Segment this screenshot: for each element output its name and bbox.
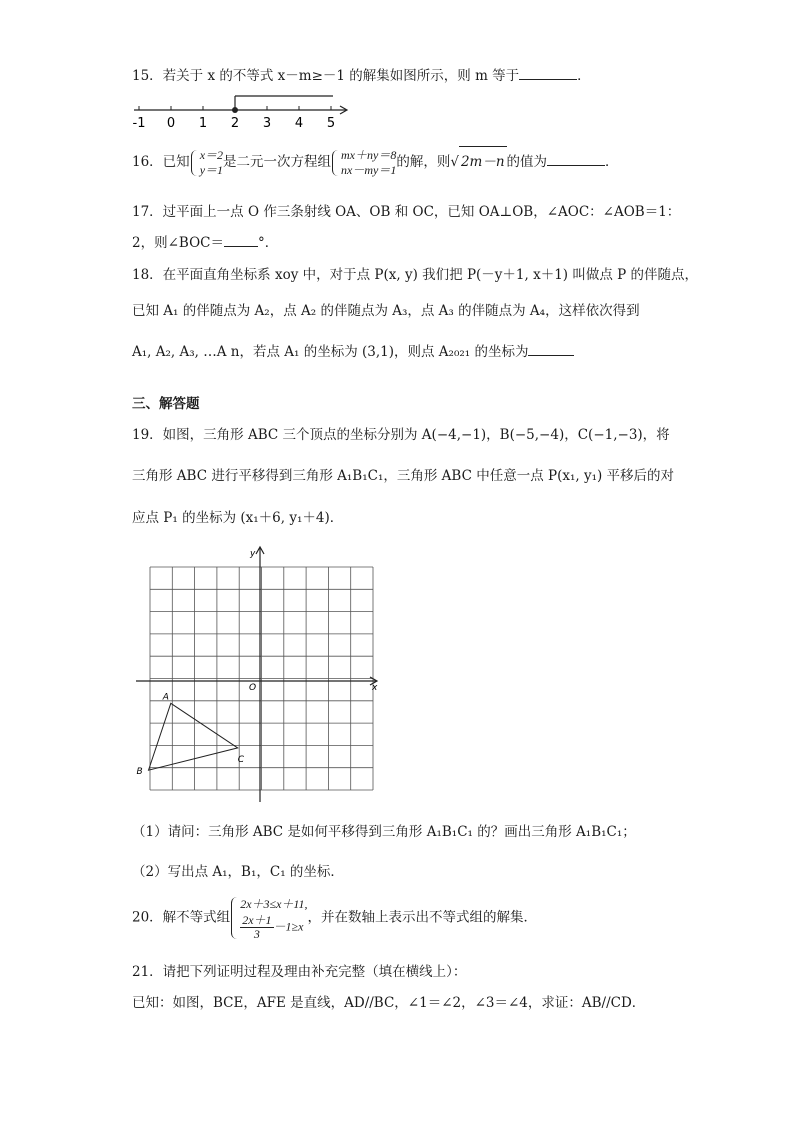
q19-line1: 19．如图，三角形 ABC 三个顶点的坐标分别为 A(−4,−1)，B(−5,−4)，C(−1,−3)，将 — [132, 427, 670, 443]
q16-text — [132, 146, 619, 178]
q21-line1: 21．请把下列证明过程及理由补充完整（填在横线上）： — [132, 964, 467, 980]
q16-sys2-eq1: mx＋ny＝8 — [341, 147, 397, 162]
q17-line1: 17．过平面上一点 O 作三条射线 OA、OB 和 OC，已知 OA⊥OB，∠AOC：∠AOB＝1： — [132, 204, 681, 220]
q15-solution-point — [232, 107, 238, 113]
y-axis-label: y — [250, 549, 256, 559]
q16-prefix: 16．已知 — [132, 154, 190, 170]
q17-suffix: °． — [257, 235, 279, 251]
q18-line2: 已知 A₁ 的伴随点为 A₂，点 A₂ 的伴随点为 A₃，点 A₃ 的伴随点为 A₄，这样依次得到 — [132, 303, 640, 319]
q18-line3-text: A₁, A₂, A₃, …A n，若点 A₁ 的坐标为 (3,1)，则点 A₂₀₂₁ 的坐标为 — [132, 344, 529, 360]
q16-sys2-eq2: nx－my＝1 — [341, 162, 397, 177]
vertex-label-c: C — [237, 754, 244, 765]
q20-frac-num: 2x＋1 — [242, 913, 272, 927]
vertex-label-a: A — [162, 692, 169, 703]
q20-frac-den: 3 — [253, 927, 260, 941]
q16-suffix: ． — [605, 154, 619, 170]
q20-ineq1: 2x＋3≤x＋11, — [240, 897, 308, 911]
q15-answer-blank[interactable] — [519, 67, 577, 80]
vertex-label-b: B — [136, 767, 143, 778]
q16-answer-blank[interactable] — [547, 153, 605, 166]
q16-equation-system — [331, 148, 396, 178]
q15-text — [132, 66, 591, 86]
number-line-tick-label: -1 — [132, 116, 146, 131]
q20-inequality-system — [230, 895, 307, 941]
q15-suffix: ． — [577, 68, 591, 84]
q21-line2: 已知：如图，BCE，AFE 是直线，AD//BC，∠1＝∠2，∠3＝∠4，求证：AB//CD． — [132, 995, 646, 1011]
q16-sqrt-expr: 2m－n — [459, 146, 507, 177]
q16-sqrt-sign: √ — [450, 154, 459, 170]
origin-label: O — [249, 683, 257, 693]
number-line-tick-label: 5 — [326, 116, 336, 131]
number-line-tick-label: 0 — [166, 116, 176, 131]
q19-sub1: （1）请问：三角形 ABC 是如何平移得到三角形 A₁B₁C₁ 的？画出三角形 A₁B₁C₁； — [132, 824, 636, 840]
q17-prefix: 2，则∠BOC＝ — [132, 235, 224, 251]
q16-tail: 的值为 — [506, 154, 548, 170]
q16-sys1-eq1: x＝2 — [199, 147, 224, 162]
q19-sub2: （2）写出点 A₁，B₁，C₁ 的坐标． — [132, 864, 344, 880]
q15-number-line — [128, 92, 358, 132]
triangle-abc — [149, 703, 238, 770]
q20-text — [132, 895, 537, 941]
q20-prefix: 20．解不等式组 — [132, 909, 231, 926]
q19-line2: 三角形 ABC 进行平移得到三角形 A₁B₁C₁，三角形 ABC 中任意一点 P(x₁, y₁) 平移后的对 — [132, 468, 675, 484]
q18-answer-blank[interactable] — [528, 343, 574, 356]
q16-solution-system — [190, 148, 223, 178]
q17-line2 — [132, 233, 278, 253]
q20-ineq2-tail: －1≥x — [273, 919, 304, 934]
q19-coordinate-grid — [136, 544, 386, 809]
q17-answer-blank[interactable] — [224, 234, 258, 247]
number-line-tick-label: 3 — [262, 116, 272, 131]
q16-sys1-eq2: y＝1 — [199, 162, 224, 177]
section-heading: 三、解答题 — [132, 396, 200, 412]
number-line-tick-label: 1 — [198, 116, 208, 131]
q20-fraction — [240, 913, 273, 941]
q19-line3: 应点 P₁ 的坐标为 (x₁＋6, y₁＋4)． — [132, 510, 344, 526]
q18-line1: 18．在平面直角坐标系 xoy 中，对于点 P(x, y) 我们把 P(－y＋1, x＋1) 叫做点 P 的伴随点， — [132, 267, 699, 283]
q20-suffix: ，并在数轴上表示出不等式组的解集． — [307, 909, 538, 926]
q18-line3 — [132, 342, 574, 362]
number-line-tick-label: 2 — [230, 116, 240, 131]
q16-after: 的解，则 — [396, 154, 451, 170]
x-axis-label: x — [372, 683, 378, 693]
q15-prefix: 15．若关于 x 的不等式 x－m≥－1 的解集如图所示，则 m 等于 — [132, 68, 520, 84]
number-line-tick-label: 4 — [294, 116, 304, 131]
q16-mid: 是二元一次方程组 — [223, 154, 332, 170]
